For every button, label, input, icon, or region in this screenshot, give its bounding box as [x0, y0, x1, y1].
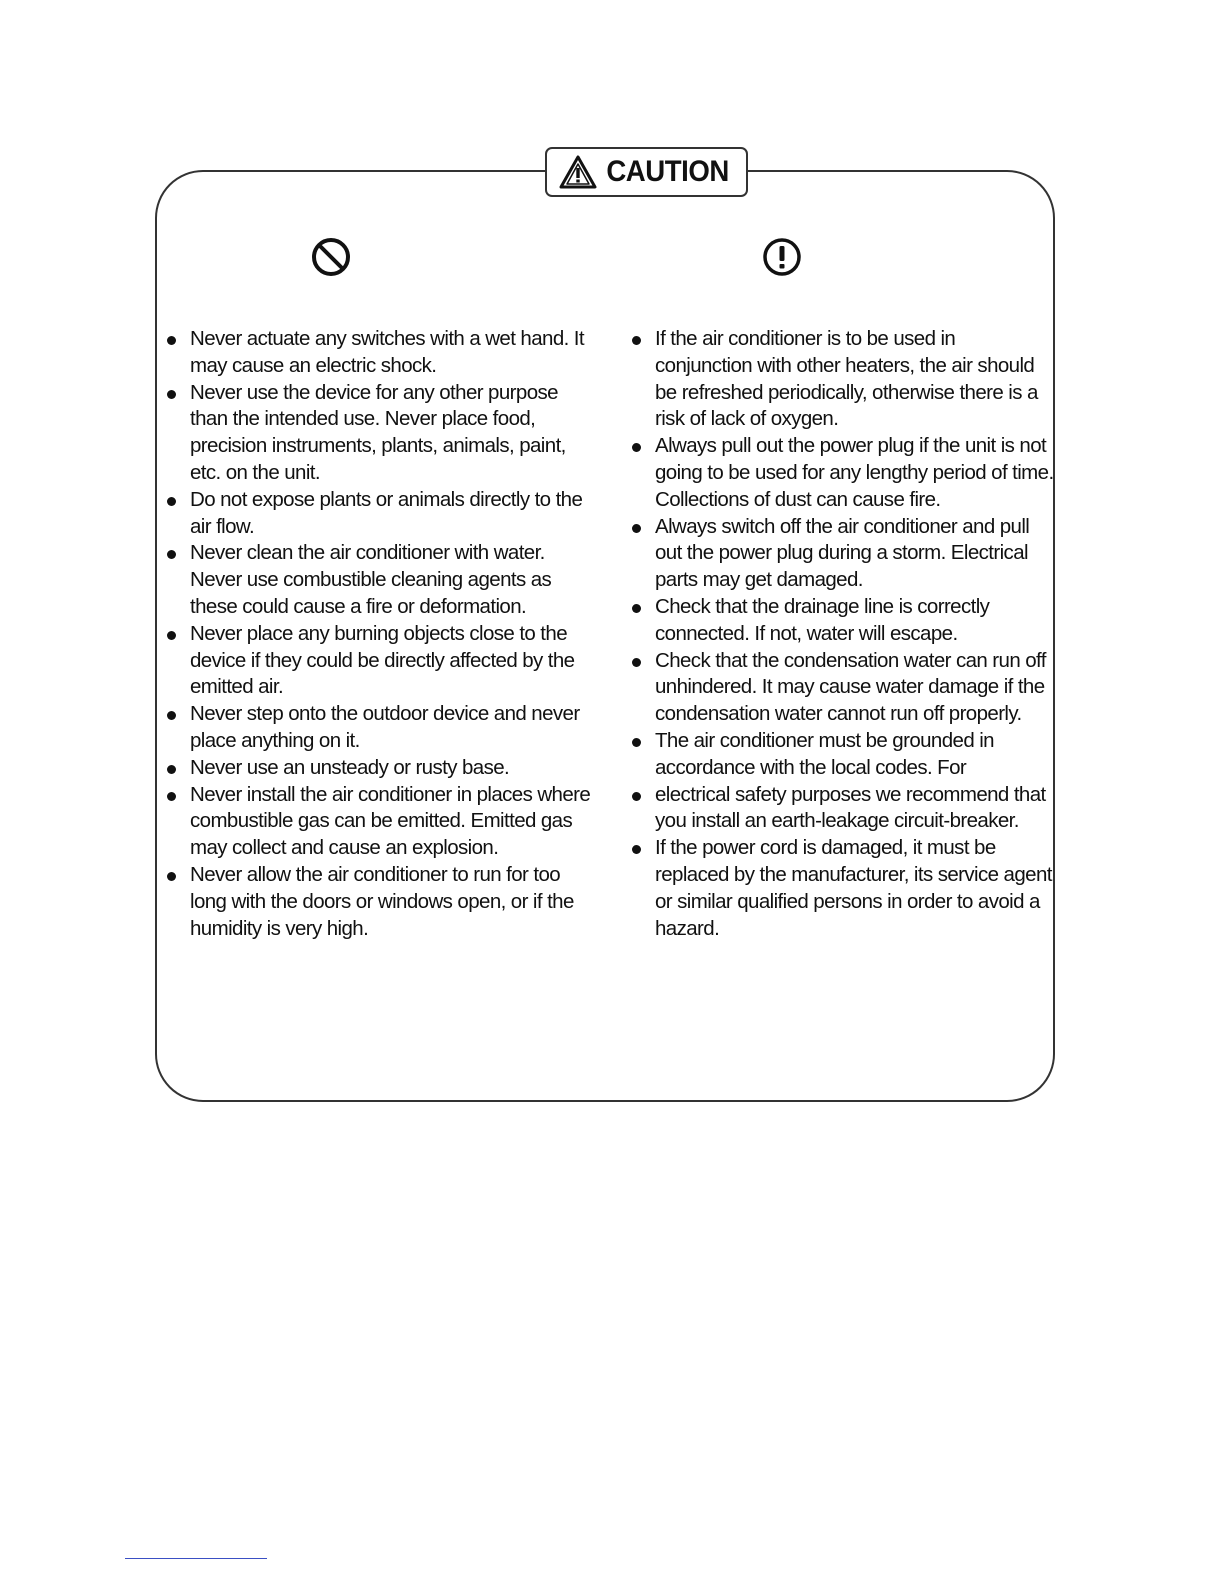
list-item: Never use the device for any other purpose than the intended use. Never place food, precision instruments, plants, animals, paint, etc. on the unit.	[190, 380, 600, 487]
list-item: Never install the air conditioner in places where combustible gas can be emitted. Emitted gas may collect and cause an explosion.	[190, 782, 600, 862]
mandatory-actions-list	[655, 326, 1055, 942]
list-item: Never step onto the outdoor device and never place anything on it.	[190, 701, 600, 755]
warning-triangle-icon	[559, 155, 597, 189]
list-item: Do not expose plants or animals directly to the air flow.	[190, 487, 600, 541]
mandatory-exclamation-icon	[761, 236, 803, 278]
list-item: electrical safety purposes we recommend that you install an earth-leakage circuit-breaker.	[655, 782, 1055, 836]
caution-title: CAUTION	[606, 155, 729, 188]
list-item: The air conditioner must be grounded in accordance with the local codes. For	[655, 728, 1055, 782]
list-item: Never clean the air conditioner with water. Never use combustible cleaning agents as these could cause a fire or deformation.	[190, 540, 600, 620]
list-item: Never use an unsteady or rusty base.	[190, 755, 600, 782]
list-item: Check that the condensation water can run off unhindered. It may cause water damage if the condensation water cannot run off properly.	[655, 648, 1055, 728]
list-item: Never allow the air conditioner to run for too long with the doors or windows open, or if the humidity is very high.	[190, 862, 600, 942]
footer-rule	[125, 1558, 267, 1559]
caution-header	[545, 147, 748, 197]
list-item: Always switch off the air conditioner and pull out the power plug during a storm. Electrical parts may get damaged.	[655, 514, 1055, 594]
prohibited-icon	[310, 236, 352, 278]
list-item: Check that the drainage line is correctly connected. If not, water will escape.	[655, 594, 1055, 648]
list-item: If the air conditioner is to be used in conjunction with other heaters, the air should be refreshed periodically, otherwise there is a risk of lack of oxygen.	[655, 326, 1055, 433]
list-item: Never actuate any switches with a wet hand. It may cause an electric shock.	[190, 326, 600, 380]
list-item: Never place any burning objects close to the device if they could be directly affected by the emitted air.	[190, 621, 600, 701]
list-item: If the power cord is damaged, it must be replaced by the manufacturer, its service agent or similar qualified persons in order to avoid a hazard.	[655, 835, 1055, 942]
prohibited-actions-list	[190, 326, 600, 942]
list-item: Always pull out the power plug if the unit is not going to be used for any lengthy period of time. Collections of dust can cause fire.	[655, 433, 1055, 513]
